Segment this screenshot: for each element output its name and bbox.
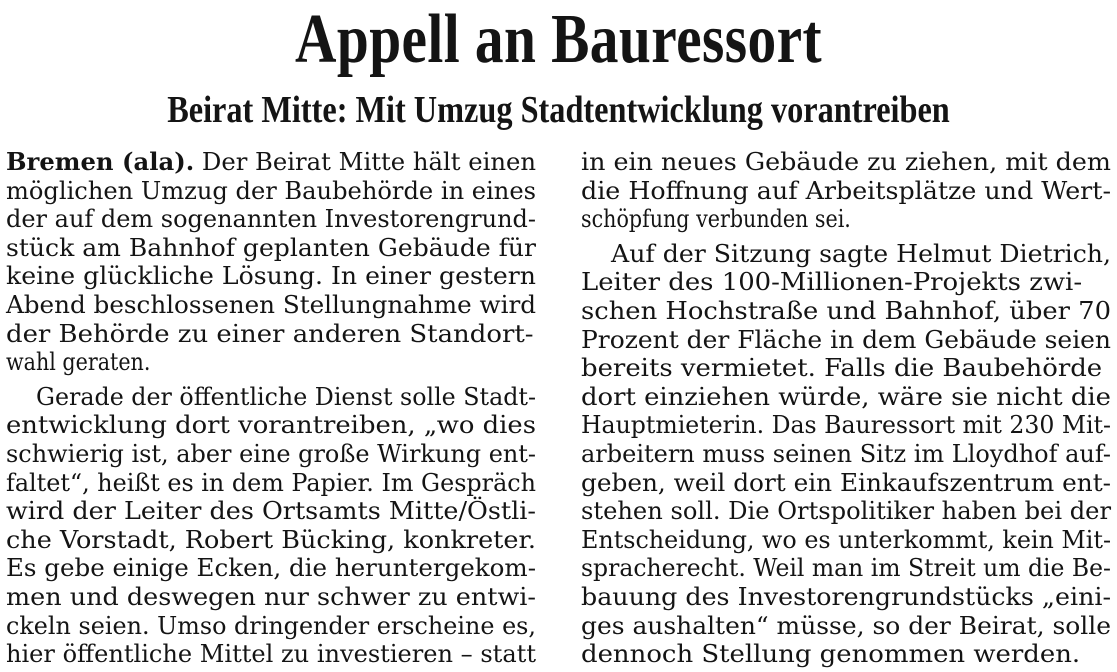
- text-line-content: ckeln seien. Umso dringender erscheine es,: [6, 611, 537, 640]
- text-line-content: spracherecht. Weil man im Streit um die Be-: [581, 554, 1111, 583]
- text-line: [6, 411, 536, 440]
- text-line: [6, 262, 536, 291]
- text-line: [581, 583, 1111, 612]
- text-line-content: che Vorstadt, Robert Bücking, konkreter.: [6, 525, 537, 554]
- text-line-content: wahl geraten.: [6, 348, 151, 377]
- text-line-content: faltet“, heißt es in dem Papier. Im Gespräch: [6, 468, 536, 497]
- text-line-content: wird der Leiter des Ortsamts Mitte/Östli-: [6, 497, 536, 526]
- text-line: [581, 612, 1111, 641]
- text-line-content: Es gebe einige Ecken, die heruntergekom-: [6, 554, 536, 583]
- text-line-content: Leiter des 100-Millionen-Projekts zwi-: [581, 268, 1083, 297]
- text-line-content: stück am Bahnhof geplanten Gebäude für: [6, 233, 537, 262]
- text-line-content: men und deswegen nur schwer zu entwi-: [6, 582, 537, 611]
- dateline: Bremen (ala).: [6, 147, 195, 176]
- text-line-content: dennoch Stellung genommen werden.: [581, 640, 1081, 669]
- text-line: [581, 205, 1111, 234]
- text-line: [6, 612, 536, 641]
- article-headline: Appell an Bauressort: [294, 1, 822, 78]
- text-line-content: Abend beschlossenen Stellungnahme wird: [6, 290, 537, 319]
- text-line: [581, 383, 1111, 412]
- text-line-content: Entscheidung, wo es unterkommt, kein Mit-: [581, 525, 1112, 554]
- text-line-content: schöpfung verbunden sei.: [581, 205, 851, 234]
- text-line: [581, 411, 1111, 440]
- text-line-content: in ein neues Gebäude zu ziehen, mit dem: [581, 148, 1111, 176]
- text-line: [581, 240, 1111, 269]
- text-line: [581, 526, 1111, 555]
- text-line: [581, 326, 1111, 355]
- text-line: [6, 177, 536, 206]
- text-line: [6, 148, 536, 177]
- text-line: [6, 348, 536, 377]
- text-line-content: geben, weil dort ein Einkaufszentrum ent-: [581, 468, 1112, 497]
- text-line-content: Auf der Sitzung sagte Helmut Dietrich,: [611, 239, 1112, 268]
- text-line-content: der Behörde zu einer anderen Standort-: [6, 319, 534, 348]
- text-line: [581, 297, 1111, 326]
- text-line-content: schwierig ist, aber eine große Wirkung ent-: [6, 439, 537, 468]
- text-line: [6, 583, 536, 612]
- text-line: [581, 148, 1111, 177]
- text-line: [6, 440, 536, 469]
- text-line-content: der auf dem sogenannten Investorengrund-: [6, 205, 536, 234]
- text-line: [581, 497, 1111, 526]
- text-line: [6, 291, 536, 320]
- text-line: [581, 177, 1111, 206]
- text-line-content: schen Hochstraße und Bahnhof, über 70: [581, 296, 1111, 325]
- article-column-right: [581, 148, 1111, 669]
- text-line-content: ges aushalten“ müsse, so der Beirat, solle: [581, 611, 1111, 640]
- text-line: [581, 440, 1111, 469]
- text-line: [581, 268, 1111, 297]
- text-line-content: stehen soll. Die Ortspolitiker haben bei der: [581, 497, 1112, 526]
- text-line-content: dort einziehen würde, wäre sie nicht die: [581, 382, 1111, 411]
- text-line: [6, 554, 536, 583]
- text-line: [6, 497, 536, 526]
- text-line: [6, 469, 536, 498]
- text-line: [581, 554, 1111, 583]
- text-line-content: keine glückliche Lösung. In einer gestern: [6, 262, 536, 291]
- text-line-content: Prozent der Fläche in dem Gebäude seien: [581, 325, 1111, 354]
- text-line: [581, 354, 1111, 383]
- text-line-content: bereits vermietet. Falls die Baubehörde: [581, 354, 1103, 383]
- text-line-content: Hauptmieterin. Das Bauressort mit 230 Mit-: [581, 411, 1112, 440]
- text-line-content: entwicklung dort vorantreiben, „wo dies: [6, 411, 536, 440]
- text-line-content: arbeitern muss seinen Sitz im Lloydhof auf-: [581, 439, 1111, 468]
- text-line-content: hier öffentliche Mittel zu investieren – statt: [6, 640, 537, 669]
- text-line-content: möglichen Umzug der Baubehörde in eines: [6, 176, 537, 205]
- text-line: [6, 320, 536, 349]
- text-line: [6, 526, 536, 555]
- text-line: [581, 640, 1111, 669]
- text-line-content: Der Beirat Mitte hält einen: [194, 148, 537, 176]
- text-line: [581, 469, 1111, 498]
- text-line-content: bauung des Investorengrundstücks „eini-: [581, 582, 1112, 611]
- text-line-content: Gerade der öffentliche Dienst solle Stadt-: [36, 382, 536, 411]
- text-line: [6, 640, 536, 669]
- text-line: [6, 234, 536, 263]
- text-line-content: die Hoffnung auf Arbeitsplätze und Wert-: [581, 176, 1112, 205]
- text-line: [6, 205, 536, 234]
- text-line: [6, 383, 536, 412]
- article-subheadline: Beirat Mitte: Mit Umzug Stadtentwicklung vorantreiben: [167, 89, 950, 131]
- article-column-left: [6, 148, 536, 669]
